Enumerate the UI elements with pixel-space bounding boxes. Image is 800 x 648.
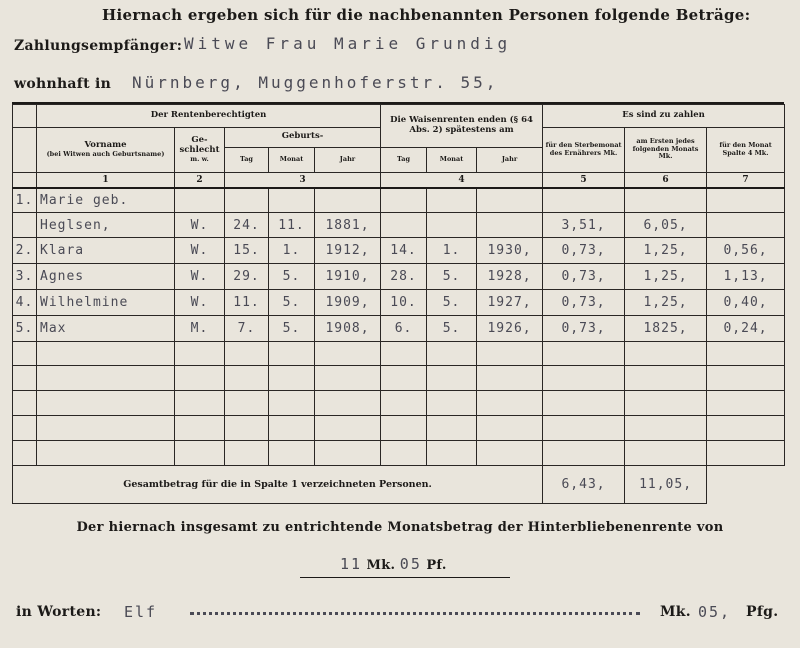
amount-pf: Pf. <box>426 558 447 573</box>
amount-mk: Mk. <box>366 558 396 573</box>
row-name: Max <box>37 315 175 341</box>
amount-line <box>340 555 447 573</box>
col-number-3: 3 <box>225 172 381 188</box>
group-orphan-end: Die Waisenrenten enden (§ 64 Abs. 2) spätestens am <box>381 105 543 148</box>
row-amount-5: 0,73, <box>543 289 625 315</box>
row-end-year: 1927, <box>477 289 543 315</box>
row-name: Wilhelmine <box>37 289 175 315</box>
row-amount-6: 1,25, <box>625 289 707 315</box>
row-end-year: 1926, <box>477 315 543 341</box>
row-birth-month: 1. <box>269 237 315 263</box>
words-pfg: Pfg. <box>746 604 779 620</box>
row-birth-month: 5. <box>269 315 315 341</box>
row-birth-day: 29. <box>225 263 269 289</box>
row-end-day: 10. <box>381 289 427 315</box>
row-end-month <box>427 213 477 238</box>
total-amount-6: 11,05, <box>625 465 707 503</box>
page-heading: Hiernach ergeben sich für die nachbenannten Personen folgende Beträge: <box>102 6 751 24</box>
col-number-1: 1 <box>37 172 175 188</box>
row-birth-year: 1909, <box>315 289 381 315</box>
row-sex: W. <box>175 289 225 315</box>
row-birth-day: 11. <box>225 289 269 315</box>
row-amount-7: 0,24, <box>707 315 785 341</box>
col-number-4: 4 <box>381 172 543 188</box>
row-end-month: 5. <box>427 315 477 341</box>
row-birth-month: 11. <box>269 213 315 238</box>
table-row <box>13 188 785 213</box>
row-number: 3. <box>13 263 37 289</box>
row-amount-6: 1825, <box>625 315 707 341</box>
col-end-jahr: Jahr <box>477 147 543 172</box>
row-sex: W. <box>175 237 225 263</box>
row-name: Klara <box>37 237 175 263</box>
row-amount-7: 0,40, <box>707 289 785 315</box>
total-row <box>13 465 785 503</box>
empty-row <box>13 415 785 440</box>
address-label: wohnhaft in <box>14 76 112 92</box>
payee-value: Witwe Frau Marie Grundig <box>184 34 512 53</box>
group-beneficiaries: Der Rentenberechtigten <box>37 105 381 128</box>
row-amount-5: 0,73, <box>543 263 625 289</box>
table-row <box>13 213 785 238</box>
row-number: 5. <box>13 315 37 341</box>
row-name: Agnes <box>37 263 175 289</box>
row-sex: W. <box>175 263 225 289</box>
row-birth-day: 24. <box>225 213 269 238</box>
col-vorname: Vorname (bei Witwen auch Geburtsname) <box>37 127 175 172</box>
row-end-year <box>477 213 543 238</box>
col-geburts: Geburts- <box>225 127 381 147</box>
row-end-day: 14. <box>381 237 427 263</box>
amount-pf-value: 05 <box>399 555 422 573</box>
row-birth-year: 1910, <box>315 263 381 289</box>
total-amount-5: 6,43, <box>543 465 625 503</box>
row-amount-6: 6,05, <box>625 213 707 238</box>
row-amount-7 <box>707 213 785 238</box>
row-amount-7: 0,56, <box>707 237 785 263</box>
row-name-cont: Heglsen, <box>37 213 175 238</box>
row-amount-5: 0,73, <box>543 237 625 263</box>
benefit-table <box>12 104 785 504</box>
row-end-year: 1928, <box>477 263 543 289</box>
col-tag: Tag <box>225 147 269 172</box>
row-end-month: 5. <box>427 289 477 315</box>
row-number: 1. <box>13 188 37 213</box>
row-end-month: 1. <box>427 237 477 263</box>
col-geschlecht: Ge-schlecht m. w. <box>175 127 225 172</box>
row-number: 2. <box>13 237 37 263</box>
row-sex: M. <box>175 315 225 341</box>
col-number-5: 5 <box>543 172 625 188</box>
total-label: Gesamtbetrag für die in Spalte 1 verzeichneten Personen. <box>13 465 543 503</box>
row-end-day: 6. <box>381 315 427 341</box>
table-row <box>13 237 785 263</box>
row-amount-5: 0,73, <box>543 315 625 341</box>
row-birth-year: 1908, <box>315 315 381 341</box>
row-end-day <box>381 213 427 238</box>
amount-underline <box>300 577 510 578</box>
address-value: Nürnberg, Muggenhoferstr. 55, <box>132 73 499 92</box>
empty-row <box>13 391 785 416</box>
row-birth-year: 1912, <box>315 237 381 263</box>
col-monat: Monat <box>269 147 315 172</box>
row-birth-month: 5. <box>269 263 315 289</box>
row-end-year: 1930, <box>477 237 543 263</box>
payee-label: Zahlungsempfänger: <box>14 38 183 54</box>
words-mk: Mk. <box>660 604 691 620</box>
row-number: 4. <box>13 289 37 315</box>
table-row <box>13 263 785 289</box>
row-end-day: 28. <box>381 263 427 289</box>
col-number-2: 2 <box>175 172 225 188</box>
col-jahr: Jahr <box>315 147 381 172</box>
col-ersten: am Ersten jedes folgenden Monats Mk. <box>625 127 707 172</box>
row-sex: W. <box>175 213 225 238</box>
table-row <box>13 289 785 315</box>
row-amount-5: 3,51, <box>543 213 625 238</box>
col-number-7: 7 <box>707 172 785 188</box>
row-name: Marie geb. <box>37 188 175 213</box>
row-end-month: 5. <box>427 263 477 289</box>
words-value: Elf <box>124 603 158 621</box>
row-amount-6: 1,25, <box>625 237 707 263</box>
row-birth-month: 5. <box>269 289 315 315</box>
empty-row <box>13 341 785 366</box>
words-dotted-fill <box>190 612 640 615</box>
col-spalte4: für den Monat Spalte 4 Mk. <box>707 127 785 172</box>
words-pf-value: 05, <box>698 603 732 621</box>
row-amount-7: 1,13, <box>707 263 785 289</box>
empty-row <box>13 366 785 391</box>
row-amount-6: 1,25, <box>625 263 707 289</box>
row-birth-day: 7. <box>225 315 269 341</box>
col-end-monat: Monat <box>427 147 477 172</box>
words-label: in Worten: <box>16 604 102 620</box>
empty-row <box>13 440 785 465</box>
row-birth-year: 1881, <box>315 213 381 238</box>
col-number-6: 6 <box>625 172 707 188</box>
col-sterbemonat: für den Sterbemonat des Ernährers Mk. <box>543 127 625 172</box>
monthly-amount-line: Der hiernach insgesamt zu entrichtende Monatsbetrag der Hinterbliebenenrente von <box>76 520 724 535</box>
row-birth-day: 15. <box>225 237 269 263</box>
amount-mk-value: 11 <box>340 555 363 573</box>
col-end-tag: Tag <box>381 147 427 172</box>
table-row <box>13 315 785 341</box>
group-payments: Es sind zu zahlen <box>543 105 785 128</box>
